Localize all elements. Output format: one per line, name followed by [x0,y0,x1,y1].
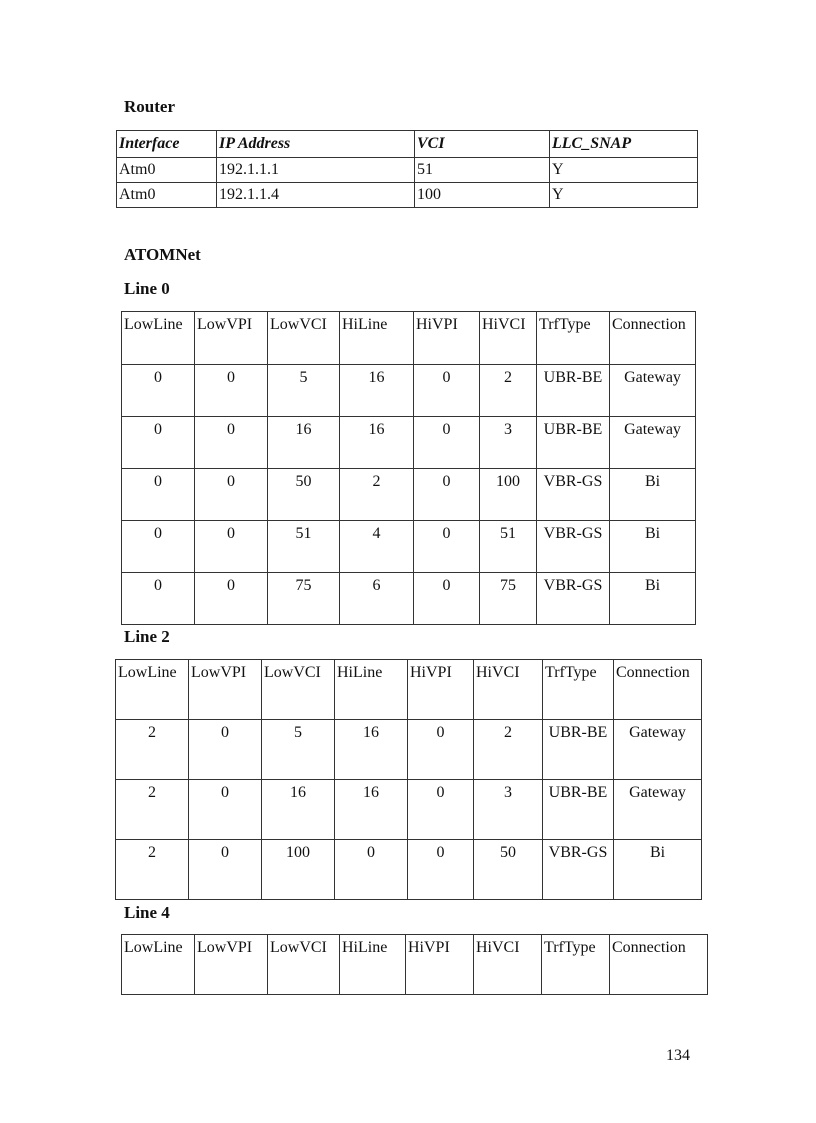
cell: Bi [614,840,702,900]
cell: 16 [340,417,414,469]
cell: 50 [474,840,543,900]
header-hiline: HiLine [335,660,408,720]
cell: 75 [268,573,340,625]
cell: 0 [189,720,262,780]
router-cell: Atm0 [117,183,217,208]
cell: Bi [610,573,696,625]
table-row [122,573,696,625]
router-cell: 192.1.1.4 [217,183,415,208]
header-hiline: HiLine [340,935,406,995]
router-cell: Y [550,158,698,183]
cell: Bi [610,469,696,521]
cell: 0 [122,521,195,573]
cell: UBR-BE [543,780,614,840]
cell: Gateway [614,780,702,840]
cell: 0 [122,365,195,417]
cell: 2 [116,840,189,900]
header-connection: Connection [614,660,702,720]
router-header-vci: VCI [415,131,550,158]
header-hiline: HiLine [340,312,414,365]
atomnet-heading: ATOMNet [124,245,201,264]
cell: 16 [335,780,408,840]
router-cell: Atm0 [117,158,217,183]
cell: 5 [262,720,335,780]
cell: 0 [195,469,268,521]
cell: 50 [268,469,340,521]
table-row [116,840,702,900]
cell: 51 [480,521,537,573]
line-4-header-row [122,935,708,995]
header-hivpi: HiVPI [414,312,480,365]
header-lowline: LowLine [122,312,195,365]
cell: 2 [116,720,189,780]
table-row [122,469,696,521]
router-table [116,130,698,208]
router-cell: 100 [415,183,550,208]
header-lowline: LowLine [122,935,195,995]
header-trftype: TrfType [543,660,614,720]
router-cell: 192.1.1.1 [217,158,415,183]
header-trftype: TrfType [542,935,610,995]
header-lowvci: LowVCI [268,312,340,365]
cell: 4 [340,521,414,573]
router-header-ip-address: IP Address [217,131,415,158]
cell: 2 [474,720,543,780]
header-hivpi: HiVPI [406,935,474,995]
router-heading: Router [124,97,175,116]
cell: 3 [474,780,543,840]
cell: 0 [408,780,474,840]
cell: 0 [195,521,268,573]
cell: VBR-GS [537,573,610,625]
cell: 0 [122,573,195,625]
cell: 0 [195,573,268,625]
header-hivci: HiVCI [474,935,542,995]
router-header-row [117,131,698,158]
line-2-heading: Line 2 [124,627,170,646]
cell: Gateway [610,365,696,417]
table-row [122,365,696,417]
router-cell: Y [550,183,698,208]
line-0-table [121,311,696,625]
table-row [116,720,702,780]
line-4-table [121,934,708,995]
table-row [122,417,696,469]
table-row [122,521,696,573]
cell: 51 [268,521,340,573]
router-cell: 51 [415,158,550,183]
cell: 0 [414,521,480,573]
header-trftype: TrfType [537,312,610,365]
header-hivci: HiVCI [480,312,537,365]
table-row [117,183,698,208]
header-lowvci: LowVCI [262,660,335,720]
header-connection: Connection [610,312,696,365]
table-row [116,780,702,840]
router-header-interface: Interface [117,131,217,158]
cell: 75 [480,573,537,625]
header-hivci: HiVCI [474,660,543,720]
header-connection: Connection [610,935,708,995]
line-2-header-row [116,660,702,720]
line-0-heading: Line 0 [124,279,170,298]
cell: VBR-GS [543,840,614,900]
cell: 0 [189,840,262,900]
cell: 2 [340,469,414,521]
line-0-header-row [122,312,696,365]
cell: 100 [262,840,335,900]
header-lowvci: LowVCI [268,935,340,995]
cell: Bi [610,521,696,573]
cell: UBR-BE [543,720,614,780]
cell: 0 [189,780,262,840]
header-lowvpi: LowVPI [195,312,268,365]
router-header-llc-snap: LLC_SNAP [550,131,698,158]
header-lowline: LowLine [116,660,189,720]
cell: 0 [195,417,268,469]
cell: 16 [262,780,335,840]
cell: 0 [122,469,195,521]
cell: UBR-BE [537,365,610,417]
cell: 16 [340,365,414,417]
line-4-heading: Line 4 [124,903,170,922]
cell: 0 [414,573,480,625]
cell: Gateway [610,417,696,469]
cell: 0 [408,840,474,900]
header-lowvpi: LowVPI [195,935,268,995]
cell: VBR-GS [537,521,610,573]
header-hivpi: HiVPI [408,660,474,720]
cell: 0 [335,840,408,900]
line-2-table [115,659,702,900]
cell: 2 [480,365,537,417]
header-lowvpi: LowVPI [189,660,262,720]
cell: 0 [414,469,480,521]
cell: UBR-BE [537,417,610,469]
cell: 0 [195,365,268,417]
page-number: 134 [666,1047,690,1064]
cell: 100 [480,469,537,521]
cell: 16 [268,417,340,469]
cell: Gateway [614,720,702,780]
cell: 0 [414,417,480,469]
cell: 2 [116,780,189,840]
cell: 16 [335,720,408,780]
cell: 3 [480,417,537,469]
cell: 6 [340,573,414,625]
table-row [117,158,698,183]
cell: VBR-GS [537,469,610,521]
cell: 5 [268,365,340,417]
cell: 0 [414,365,480,417]
cell: 0 [122,417,195,469]
cell: 0 [408,720,474,780]
